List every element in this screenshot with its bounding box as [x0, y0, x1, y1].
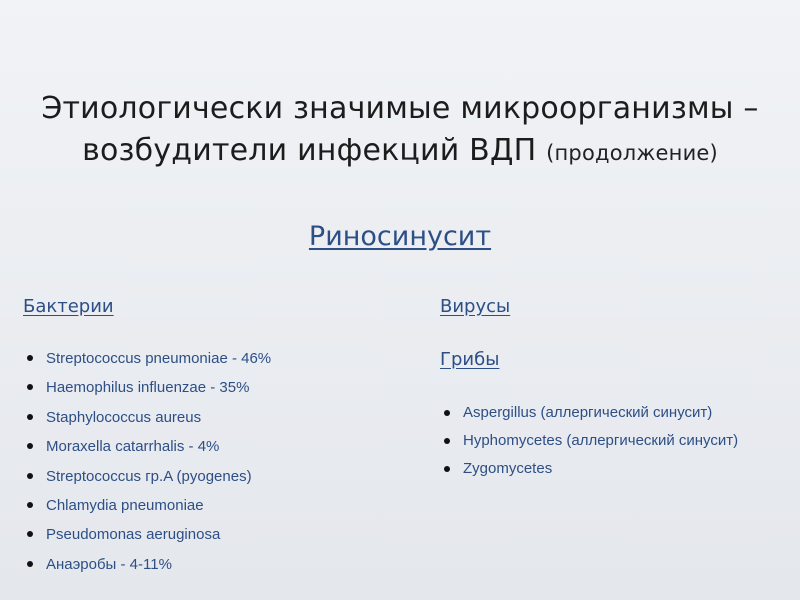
- bullet-icon: [27, 384, 33, 390]
- list-item: Zygomycetes: [440, 456, 760, 482]
- bullet-icon: [27, 561, 33, 567]
- list-item: Hyphomycetes (аллергический синусит): [440, 428, 760, 454]
- list-item: Streptococcus pneumoniae - 46%: [23, 344, 403, 373]
- list-item: Moraxella catarrhalis - 4%: [23, 432, 403, 461]
- fungi-heading: Грибы: [440, 349, 500, 370]
- bullet-icon: [27, 473, 33, 479]
- bullet-icon: [444, 438, 450, 444]
- bullet-icon: [27, 443, 33, 449]
- list-item: Анаэробы - 4-11%: [23, 550, 403, 579]
- bacteria-heading: Бактерии: [23, 296, 114, 317]
- fungi-list: [440, 400, 760, 484]
- list-item: Staphylococcus aureus: [23, 403, 403, 432]
- list-item: Haemophilus influenzae - 35%: [23, 373, 403, 402]
- list-item: Pseudomonas aeruginosa: [23, 520, 403, 549]
- bullet-icon: [444, 466, 450, 472]
- slide-title: [0, 88, 800, 174]
- list-item: Streptococcus гр.A (pyogenes): [23, 462, 403, 491]
- viruses-heading: Вирусы: [440, 296, 511, 317]
- bullet-icon: [27, 502, 33, 508]
- bullet-icon: [444, 410, 450, 416]
- title-line-2: [0, 130, 800, 174]
- bullet-icon: [27, 531, 33, 537]
- bullet-icon: [27, 414, 33, 420]
- bacteria-list: [23, 344, 403, 579]
- list-item: Aspergillus (аллергический синусит): [440, 400, 760, 426]
- title-note: (продолжение): [546, 141, 718, 165]
- title-line-2-main: возбудители инфекций ВДП: [82, 133, 537, 168]
- bullet-icon: [27, 355, 33, 361]
- section-subtitle: Риносинусит: [308, 221, 492, 252]
- list-item: Chlamydia pneumoniae: [23, 491, 403, 520]
- title-line-1: Этиологически значимые микроорганизмы –: [41, 91, 759, 126]
